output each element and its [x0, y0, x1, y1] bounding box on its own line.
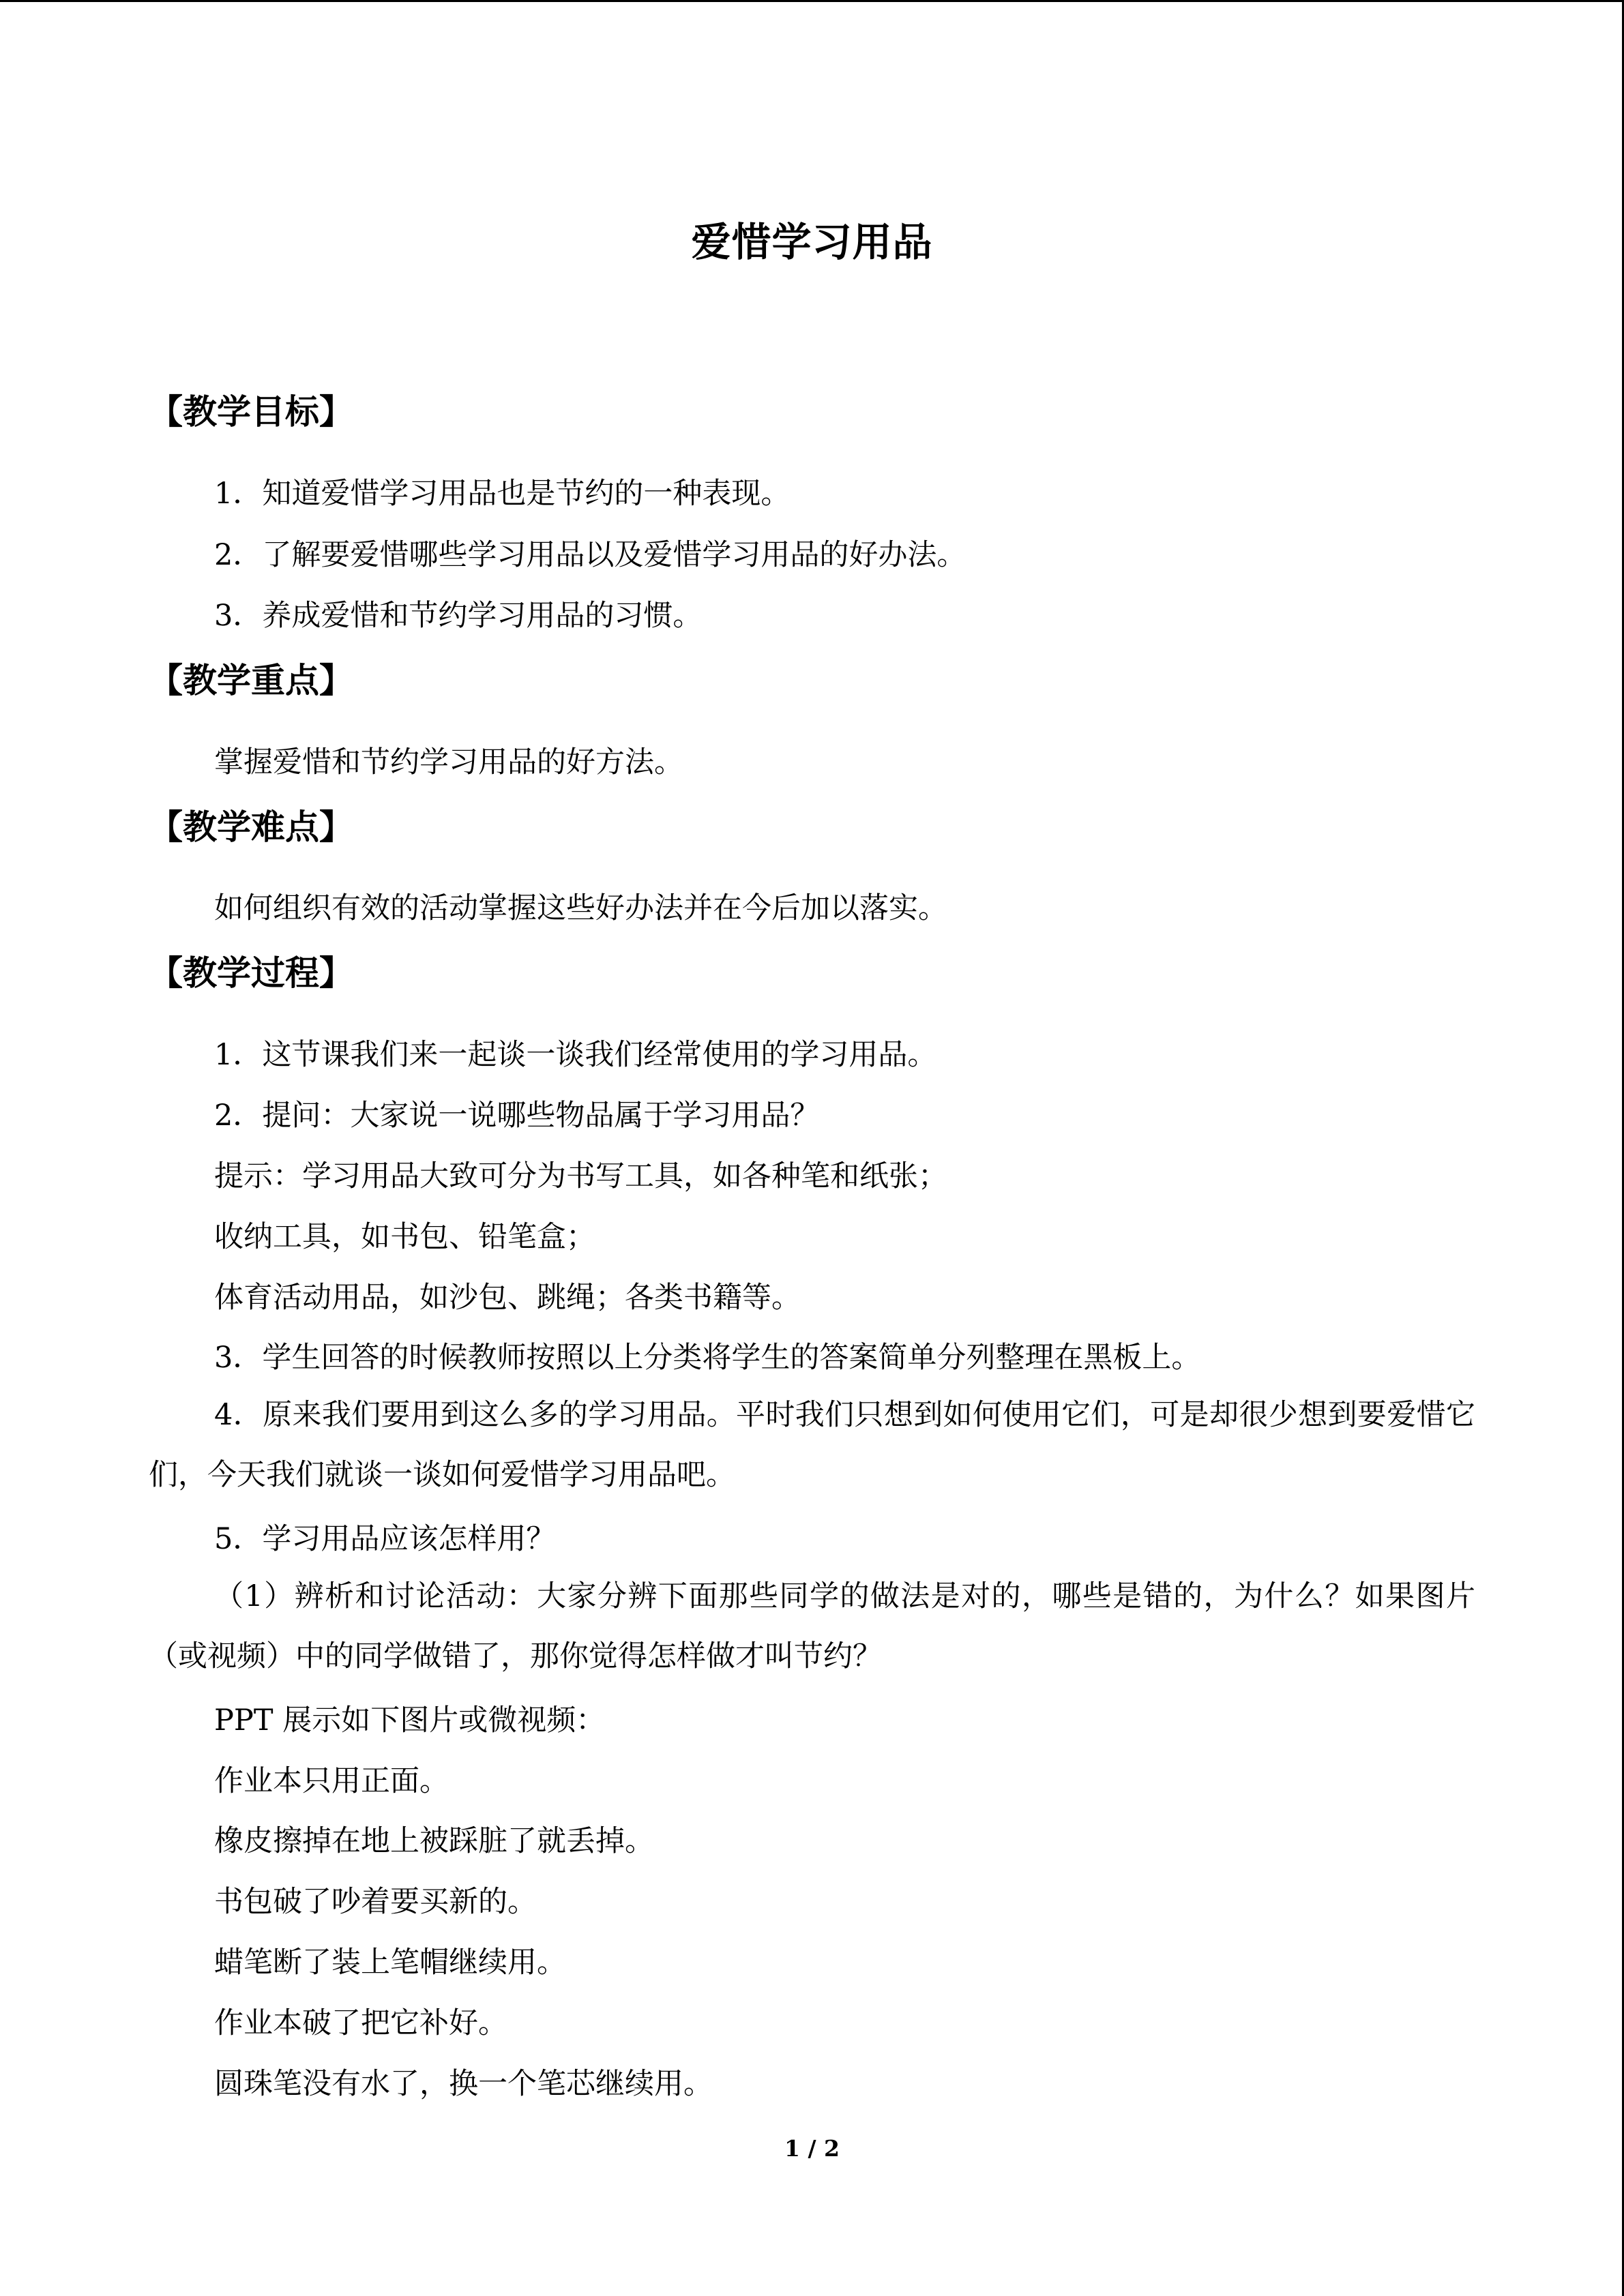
example-line: PPT 展示如下图片或微视频：: [214, 1703, 606, 1738]
difficulties-text: 如何组织有效的活动掌握这些好办法并在今后加以落实。: [214, 891, 947, 925]
process-line: 提示：学习用品大致可分为书写工具，如各种笔和纸张；: [214, 1159, 947, 1193]
objectives-heading: 【教学目标】: [149, 392, 353, 432]
example-line: 作业本破了把它补好。: [214, 2006, 507, 2040]
difficulties-heading: 【教学难点】: [149, 807, 353, 847]
process-heading: 【教学过程】: [149, 953, 353, 993]
example-line: 书包破了吵着要买新的。: [214, 1885, 537, 1919]
objective-item: 3．养成爱惜和节约学习用品的习惯。: [214, 599, 703, 633]
process-line: 3．学生回答的时候教师按照以上分类将学生的答案简单分列整理在黑板上。: [214, 1341, 1201, 1375]
example-line: 蜡笔断了装上笔帽继续用。: [214, 1945, 566, 1980]
objective-item: 2．了解要爱惜哪些学习用品以及爱惜学习用品的好办法。: [214, 538, 966, 572]
example-line: 作业本只用正面。: [214, 1764, 449, 1798]
key-points-text: 掌握爱惜和节约学习用品的好方法。: [214, 745, 683, 779]
example-line: 圆珠笔没有水了，换一个笔芯继续用。: [214, 2067, 713, 2101]
page-border-top: [0, 0, 1624, 2]
page-number: 1 / 2: [784, 2135, 840, 2162]
document-title: 爱惜学习用品: [691, 219, 933, 265]
process-paragraph-5-1: （1）辨析和讨论活动：大家分辨下面那些同学的做法是对的，哪些是错的，为什么？如果图片（或视频）中的同学做错了，那你觉得怎样做才叫节约？: [149, 1579, 1475, 1673]
process-item-5: 5．学习用品应该怎样用？: [214, 1522, 556, 1556]
key-points-heading: 【教学重点】: [149, 661, 353, 700]
process-line: 体育活动用品，如沙包、跳绳；各类书籍等。: [214, 1281, 801, 1315]
process-line: 收纳工具，如书包、铅笔盒；: [214, 1220, 595, 1254]
objective-item: 1．知道爱惜学习用品也是节约的一种表现。: [214, 477, 791, 511]
process-paragraph-4: 4．原来我们要用到这么多的学习用品。平时我们只想到如何使用它们，可是却很少想到要爱惜它们，今天我们就谈一谈如何爱惜学习用品吧。: [149, 1398, 1475, 1492]
process-line: 1．这节课我们来一起谈一谈我们经常使用的学习用品。: [214, 1038, 937, 1072]
example-line: 橡皮擦掉在地上被踩脏了就丢掉。: [214, 1824, 654, 1858]
process-line: 2．提问：大家说一说哪些物品属于学习用品？: [214, 1099, 820, 1133]
